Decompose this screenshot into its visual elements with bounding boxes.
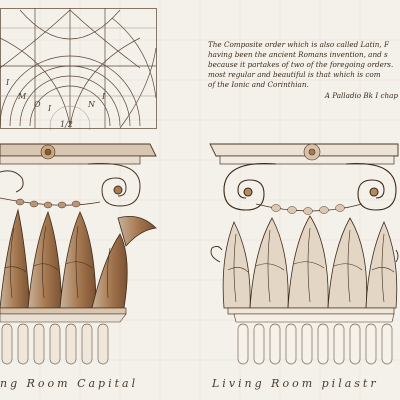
- note-line: having been the ancient Romans invention, and s: [208, 50, 388, 59]
- diagram-letter-d: I: [48, 104, 52, 113]
- diagram-letter-b: M: [18, 92, 27, 101]
- note-line: most regular and beautiful is that which is com: [208, 70, 381, 79]
- diagram-letter-e: N: [88, 100, 95, 109]
- diagram-dimension: 1/2: [60, 120, 73, 129]
- note-line: The Composite order which is also called Latin, F: [208, 40, 389, 49]
- note-line: because it partakes of two of the foregoing orders.: [208, 60, 394, 69]
- note-line: of the Ionic and Corinthian.: [208, 80, 309, 89]
- handwritten-note: [208, 40, 400, 101]
- left-capital-drawing: [0, 138, 160, 370]
- rosette: [304, 144, 320, 160]
- right-capital-drawing: [206, 138, 400, 370]
- diagram-letter-a: I: [6, 78, 10, 87]
- rosette: [41, 145, 55, 159]
- note-signature: A Palladio Bk I chap: [324, 91, 398, 100]
- diagram-letter-c: O: [34, 100, 41, 109]
- diagram-letter-f: I: [102, 92, 106, 101]
- caption-left: ng Room Capital: [0, 377, 139, 390]
- caption-right: Living Room pilastr: [212, 377, 379, 390]
- volute-construction-diagram: [0, 8, 160, 130]
